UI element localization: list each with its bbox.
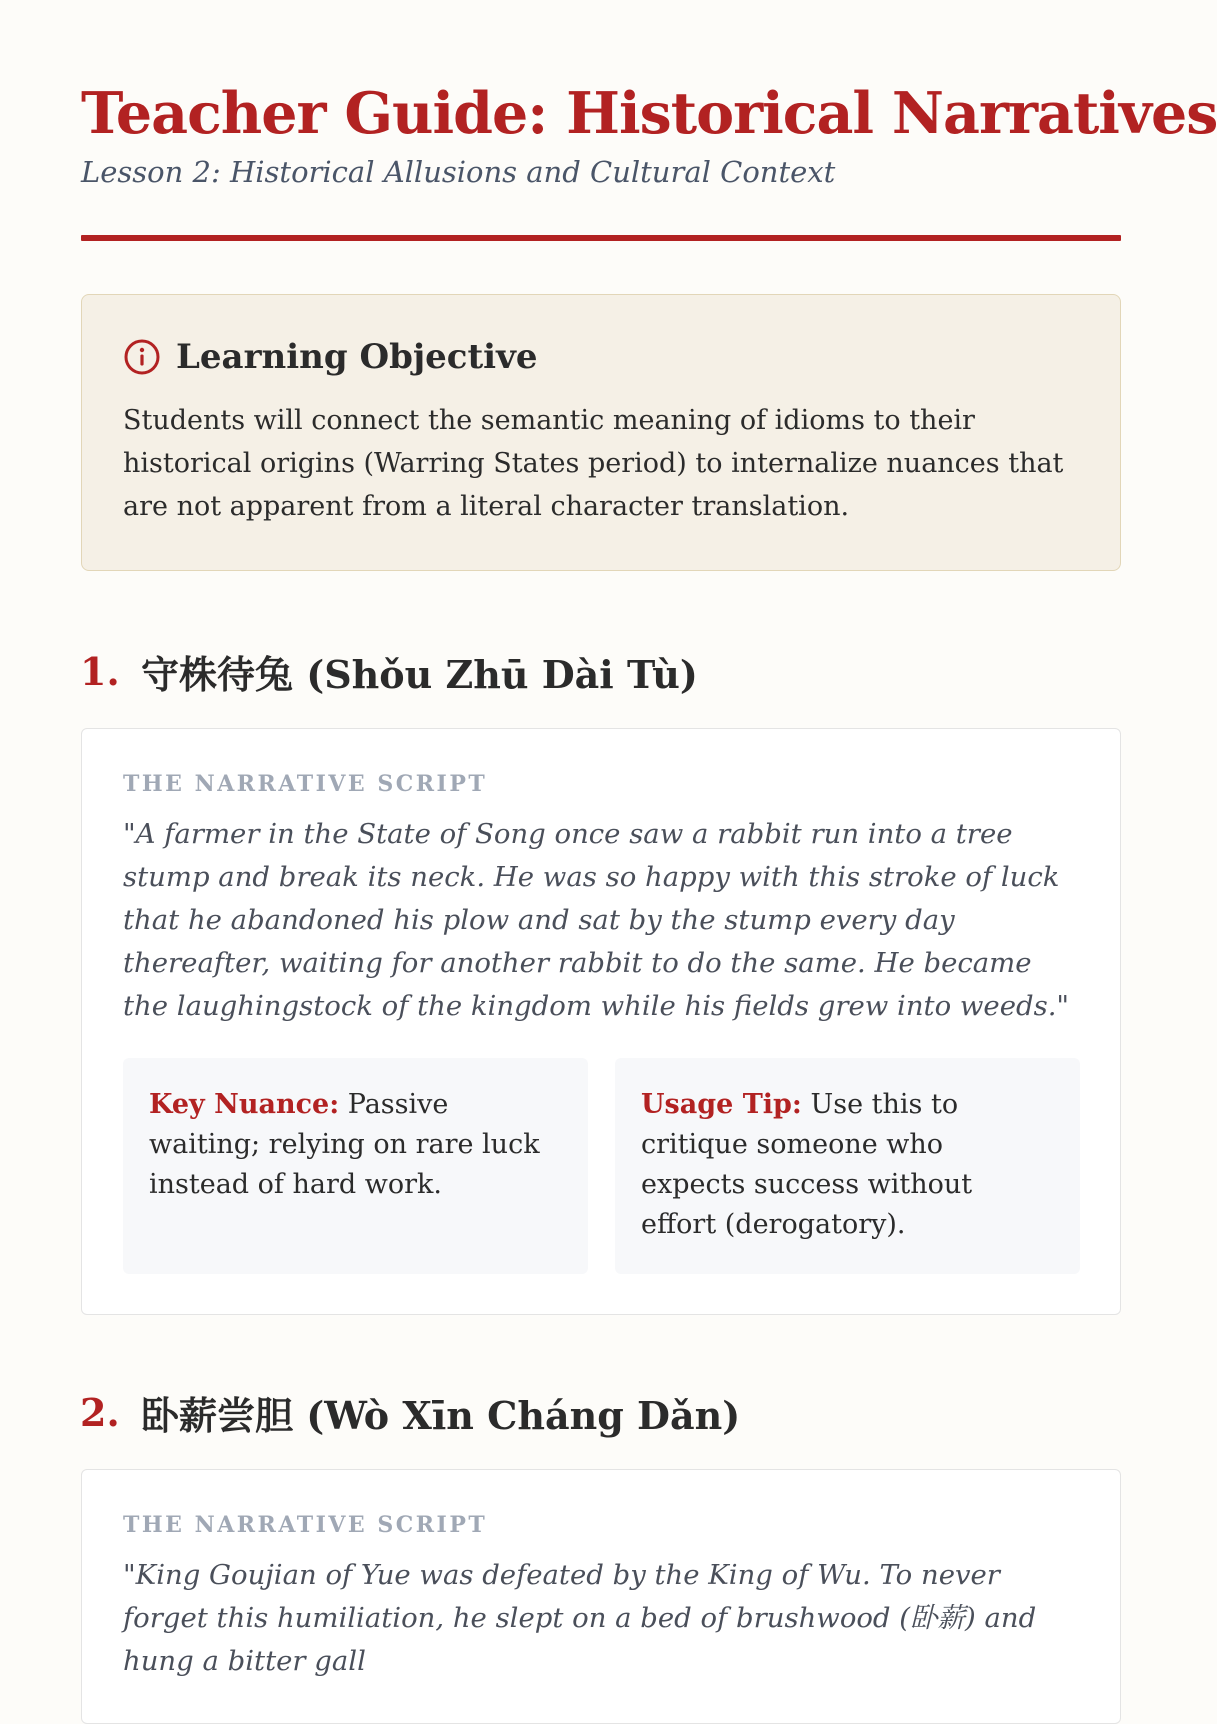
idiom-section-1 — [81, 641, 1121, 1315]
narrative-script-card — [81, 1469, 1121, 1724]
page-subtitle: Lesson 2: Historical Allusions and Cultural Context — [81, 155, 836, 189]
key-nuance-label: Key Nuance: — [149, 1089, 340, 1120]
usage-tip-label: Usage Tip: — [641, 1089, 802, 1120]
section-number: 1. — [80, 648, 120, 694]
script-label: THE NARRATIVE SCRIPT — [123, 1512, 488, 1538]
learning-objective-box — [81, 294, 1121, 571]
objective-text: Students will connect the semantic meaning of idioms to their historical origins (Warring States period) to internalize nuances that are not apparent from a literal character translation. — [123, 405, 1064, 522]
narrative-script-card — [81, 728, 1121, 1315]
script-label: THE NARRATIVE SCRIPT — [123, 771, 488, 797]
notes-row — [123, 1058, 1080, 1274]
section-title: 守株待兔 (Shǒu Zhū Dài Tù) — [141, 651, 698, 697]
title-divider — [81, 235, 1121, 241]
section-number: 2. — [80, 1389, 120, 1435]
section-heading — [81, 1382, 1121, 1442]
teacher-guide-page — [80, 0, 1217, 1724]
page-title: Teacher Guide: Historical Narratives — [81, 80, 1217, 147]
narrative-script-text: "A farmer in the State of Song once saw a rabbit run into a tree stump and break its neck. He was so happy with this stroke of luck that he abandoned his plow and sat by the stump every day thereafter, waiting for another rabbit to do the same. He became the laughingstock of the kingdom while his fields grew into weeds." — [123, 818, 1070, 1022]
usage-tip-text: Use this to critique someone who expects success without effort (derogatory). — [641, 1089, 973, 1240]
section-heading — [81, 641, 1121, 701]
objective-title: Learning Objective — [176, 337, 538, 377]
usage-tip-note — [615, 1058, 1080, 1274]
key-nuance-text: Passive waiting; relying on rare luck instead of hard work. — [149, 1089, 540, 1200]
objective-header — [123, 335, 1080, 379]
section-title: 卧薪尝胆 (Wò Xīn Cháng Dǎn) — [141, 1392, 741, 1438]
info-icon — [123, 338, 161, 376]
key-nuance-note — [123, 1058, 588, 1274]
narrative-script-text: "King Goujian of Yue was defeated by the King of Wu. To never forget this humiliation, he slept on a bed of brushwood (卧薪) and hung a bitter gall — [123, 1559, 1037, 1677]
idiom-section-2 — [81, 1382, 1121, 1724]
